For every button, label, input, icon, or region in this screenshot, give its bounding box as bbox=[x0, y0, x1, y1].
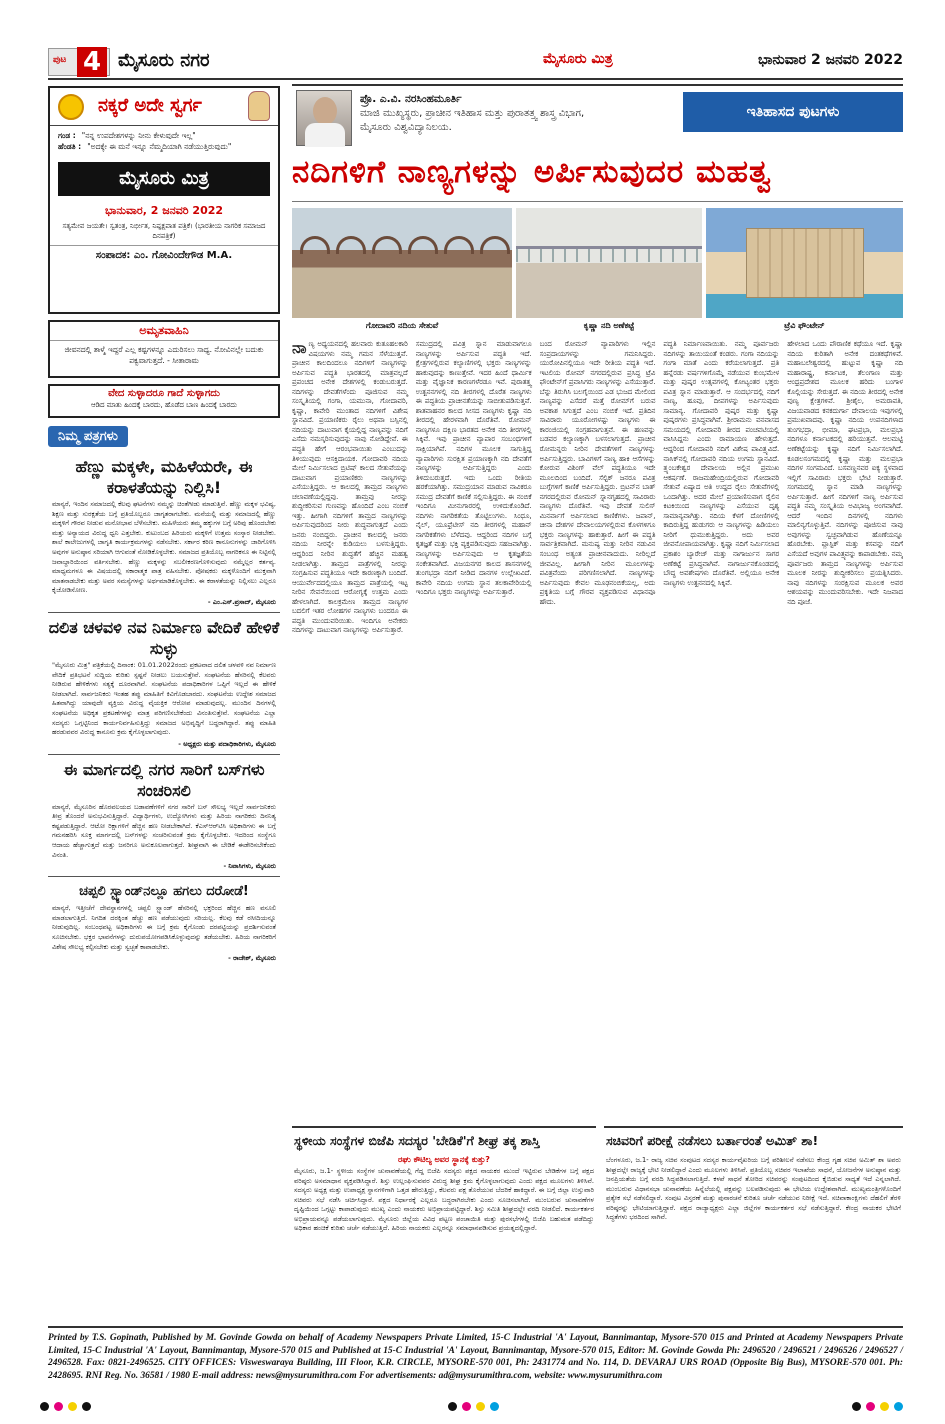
article-column bbox=[540, 340, 656, 1130]
column-text: ಸಮುದ್ರದಲ್ಲಿ ಪವಿತ್ರ ಸ್ನಾನ ಮಾಡುವಾಗಲೂ ನಾಣ್ಯಗಳನ್ನು ಅರ್ಪಿಸುವ ಪದ್ಧತಿ ಇದೆ. ಕ್ಷೇತ್ರಗಳಲ್ಲಿರುವ ಕಲ್ಯಾಣಿಗಳಲ್ಲಿ ಭಕ್ತರು ನಾಣ್ಯಗಳನ್ನು ಹಾಕುವುದನ್ನು ಕಾಣುತ್ತೇವೆ. ಇದರ ಹಿಂದೆ ಧಾರ್ಮಿಕ ಮತ್ತು ವೈಜ್ಞಾನಿಕ ಕಾರಣಗಳೆರಡೂ ಇವೆ. ಪುರಾತತ್ತ್ವ ಉತ್ಖನನಗಳಲ್ಲಿ ನದಿ ತೀರಗಳಲ್ಲಿ ದೊರೆತ ನಾಣ್ಯಗಳು ಈ ಪದ್ಧತಿಯ ಪ್ರಾಚೀನತೆಯನ್ನು ಸಾಬೀತುಪಡಿಸುತ್ತವೆ. ಶಾತವಾಹನರ ಕಾಲದ ಸೀಸದ ನಾಣ್ಯಗಳು ಕೃಷ್ಣಾ ನದಿ ತೀರದಲ್ಲಿ ಹೇರಳವಾಗಿ ದೊರೆತಿವೆ. ರೋಮನ್ ನಾಣ್ಯಗಳೂ ದಕ್ಷಿಣ ಭಾರತದ ಅನೇಕ ನದಿ ತೀರಗಳಲ್ಲಿ ಸಿಕ್ಕಿವೆ. ಇವು ಪ್ರಾಚೀನ ವ್ಯಾಪಾರ ಸಂಬಂಧಗಳಿಗೆ ಸಾಕ್ಷಿಯಾಗಿವೆ. ನದಿಗಳ ಮೂಲಕ ಸಾಗುತ್ತಿದ್ದ ವ್ಯಾಪಾರಿಗಳು ಸುರಕ್ಷಿತ ಪ್ರಯಾಣಕ್ಕಾಗಿ ನದಿ ದೇವತೆಗೆ ನಾಣ್ಯಗಳನ್ನು ಅರ್ಪಿಸುತ್ತಿದ್ದರು ಎಂದು ತಿಳಿದುಬರುತ್ತದೆ. ಇದು ಒಂದು ರೀತಿಯ ಹರಕೆಯಾಗಿತ್ತು. ಸಮುದ್ರಯಾನ ಮಾಡುವ ನಾವಿಕರೂ ಸಮುದ್ರ ದೇವತೆಗೆ ಕಾಣಿಕೆ ಸಲ್ಲಿಸುತ್ತಿದ್ದರು. ಈ ನಂಬಿಕೆ ಇಂದಿಗೂ ಮೀನುಗಾರರಲ್ಲಿ ಉಳಿದುಕೊಂಡಿದೆ. ನದಿಗಳು ನಾಗರಿಕತೆಯ ತೊಟ್ಟಿಲುಗಳು. ಸಿಂಧೂ, ನೈಲ್, ಯೂಫ್ರೆಟೀಸ್ ನದಿ ತೀರಗಳಲ್ಲಿ ಮಹಾನ್ ನಾಗರಿಕತೆಗಳು ಬೆಳೆದವು. ಆದ್ದರಿಂದ ನದಿಗಳ ಬಗ್ಗೆ ಕೃತಜ್ಞತೆ ಮತ್ತು ಭಕ್ತಿ ವ್ಯಕ್ತಪಡಿಸುವುದು ಸಹಜವಾಗಿತ್ತು. ನಾಣ್ಯಗಳನ್ನು ಅರ್ಪಿಸುವುದು ಆ ಕೃತಜ್ಞತೆಯ ಸಂಕೇತವಾಗಿದೆ. ವಿಜಯನಗರ ಕಾಲದ ಶಾಸನಗಳಲ್ಲಿ ತುಂಗಭದ್ರಾ ನದಿಗೆ ನೀಡಿದ ದಾನಗಳ ಉಲ್ಲೇಖವಿದೆ. ಕಾವೇರಿ ನದಿಯ ಉಗಮ ಸ್ಥಾನ ತಲಕಾವೇರಿಯಲ್ಲಿ ಇಂದಿಗೂ ಭಕ್ತರು ನಾಣ್ಯಗಳನ್ನು ಅರ್ಪಿಸುತ್ತಾರೆ. bbox=[415, 340, 532, 597]
registration-dot bbox=[54, 1402, 63, 1411]
photo-caption: ಗೋದಾವರಿ ನದಿಯ ಸೇತುವೆ bbox=[365, 321, 439, 330]
joke-line-1: "ನನ್ನ ಉಪದೇಶಗಳನ್ನು ನೀನು ಕೇಳುವುದೇ ಇಲ್ಲ" bbox=[81, 131, 196, 140]
registration-dot bbox=[880, 1402, 889, 1411]
registration-dot bbox=[852, 1402, 861, 1411]
letter-signature: - ಅಧ್ಯಕ್ಷರು ಮತ್ತು ಪದಾಧಿಕಾರಿಗಳು, ಮೈಸೂರು bbox=[178, 739, 276, 748]
page-number-badge bbox=[48, 48, 110, 76]
masthead-motto: ಸತ್ಯಮೇವ ಜಯತೇ। ಸ್ವತಂತ್ರ, ನಿರ್ಭೀತ, ನಿಷ್ಪಕ್ಷಪಾತ ಪತ್ರಿಕೆ। (ಭಾರತೀಯ ನಾಗರಿಕ ಸಮಾಜದ ದಿನಪತ್ರಿಕೆ) bbox=[62, 222, 266, 240]
letter-signature: - ರಾಜೇಶ್, ಮೈಸೂರು bbox=[228, 954, 276, 963]
photo-captions bbox=[292, 320, 903, 332]
letter-signature: - ಎಂ.ಎಸ್.ಪ್ರಸಾದ್, ಮೈಸೂರು bbox=[207, 597, 276, 606]
story-subhead: ರಘು ಕೌಟಿಲ್ಯ ಅವರ ಸ್ಥಾನಕ್ಕೆ ಕುತ್ತು? bbox=[398, 1155, 490, 1164]
article-headline: ನದಿಗಳಿಗೆ ನಾಣ್ಯಗಳನ್ನು ಅರ್ಪಿಸುವುದರ ಮಹತ್ವ bbox=[292, 144, 903, 202]
issue-date: ಭಾನುವಾರ 2 ಜನವರಿ 2022 bbox=[758, 52, 903, 68]
page-number: 4 bbox=[77, 47, 107, 77]
article-columns bbox=[292, 340, 903, 1130]
nakkare-title: ನಕ್ಕರೆ ಅದೇ ಸ್ವರ್ಗ bbox=[98, 95, 202, 116]
bridge-photo bbox=[292, 208, 512, 318]
author-byline bbox=[292, 84, 903, 144]
letter-body: ಮಾನ್ಯರೆ, ಇತ್ತೀಚೆಗೆ ದೇವಸ್ಥಾನಗಳಲ್ಲಿ ಚಪ್ಪಲಿ ಸ್ಟ್ಯಾಂಡ್ ಹೆಸರಿನಲ್ಲಿ ಭಕ್ತರಿಂದ ಹೆಚ್ಚಿನ ಹಣ ವಸೂಲಿ ಮಾಡಲಾಗುತ್ತಿದೆ. ನಿಗದಿತ ದರಕ್ಕಿಂತ ಹೆಚ್ಚು ಹಣ ಪಡೆಯುವುದು ಸರಿಯಲ್ಲ. ಕೆಲವು ಕಡೆ ರಸೀದಿಯನ್ನೂ ನೀಡುವುದಿಲ್ಲ. ಸಂಬಂಧಪಟ್ಟ ಅಧಿಕಾರಿಗಳು ಈ ಬಗ್ಗೆ ಕ್ರಮ ಕೈಗೊಂಡು ದರಪಟ್ಟಿಯನ್ನು ಪ್ರದರ್ಶಿಸುವಂತೆ ಸೂಚಿಸಬೇಕು. ಭಕ್ತರ ಭಾವನೆಗಳನ್ನು ದುರುಪಯೋಗಪಡಿಸಿಕೊಳ್ಳುವುದನ್ನು ತಡೆಯಬೇಕು. ಹಿರಿಯ ನಾಗರಿಕರಿಗೆ ವಿಶೇಷ ಸೌಲಭ್ಯ ಕಲ್ಪಿಸಬೇಕು ಮತ್ತು ಸ್ವಚ್ಛತೆ ಕಾಪಾಡಬೇಕು. bbox=[52, 904, 276, 951]
registration-dot bbox=[448, 1402, 457, 1411]
letter-body: ಮಾನ್ಯರೆ, ಮೈಸೂರಿನ ಹೊರವಲಯದ ಬಡಾವಣೆಗಳಿಗೆ ನಗರ ಸಾರಿಗೆ ಬಸ್ ಸೌಲಭ್ಯ ಇಲ್ಲದೆ ಸಾರ್ವಜನಿಕರು ತೀವ್ರ ತೊಂದರೆ ಅನುಭವಿಸುತ್ತಿದ್ದಾರೆ. ವಿದ್ಯಾರ್ಥಿಗಳು, ಉದ್ಯೋಗಿಗಳು ಮತ್ತು ಹಿರಿಯ ನಾಗರಿಕರು ದಿನನಿತ್ಯ ಕಷ್ಟಪಡುತ್ತಿದ್ದಾರೆ. ಆಟೋ ರಿಕ್ಷಾಗಳಿಗೆ ಹೆಚ್ಚಿನ ಹಣ ನೀಡಬೇಕಾಗಿದೆ. ಕೆಎಸ್ಆರ್‌ಟಿಸಿ ಅಧಿಕಾರಿಗಳು ಈ ಬಗ್ಗೆ ಗಮನಹರಿಸಿ ಸೂಕ್ತ ಮಾರ್ಗದಲ್ಲಿ ಬಸ್‌ಗಳನ್ನು ಸಂಚರಿಸುವಂತೆ ಕ್ರಮ ಕೈಗೊಳ್ಳಬೇಕು. ಇದರಿಂದ ಸಂಸ್ಥೆಗೂ ಆದಾಯ ಹೆಚ್ಚಾಗುತ್ತದೆ ಮತ್ತು ಜನರಿಗೂ ಅನುಕೂಲವಾಗುತ್ತದೆ. ಶೀಘ್ರವಾಗಿ ಈ ಬೇಡಿಕೆ ಈಡೇರಿಸಬೇಕೆಂದು ವಿನಂತಿ. bbox=[52, 802, 276, 859]
column-text: ಪದ್ಧತಿ ನಿರ್ಮಾಣವಾಯಿತು. ನಮ್ಮ ಪೂರ್ವಜರು ನದಿಗಳನ್ನು ತಾಯಿಯಂತೆ ಕಂಡರು. ಗಂಗಾ ನದಿಯನ್ನು ಗಂಗಾ ಮಾತೆ ಎಂದು ಕರೆಯಲಾಗುತ್ತದೆ. ಪ್ರತಿ ಹನ್ನೆರಡು ವರ್ಷಗಳಿಗೊಮ್ಮೆ ನಡೆಯುವ ಕುಂಭಮೇಳ ಮತ್ತು ಪುಷ್ಕರ ಉತ್ಸವಗಳಲ್ಲಿ ಕೋಟ್ಯಂತರ ಭಕ್ತರು ಪವಿತ್ರ ಸ್ನಾನ ಮಾಡುತ್ತಾರೆ. ಆ ಸಂದರ್ಭದಲ್ಲಿ ನದಿಗೆ ನಾಣ್ಯ, ಹೂವು, ದೀಪಗಳನ್ನು ಅರ್ಪಿಸುವುದು ಸಾಮಾನ್ಯ. ಗೋದಾವರಿ ಪುಷ್ಕರ ಮತ್ತು ಕೃಷ್ಣಾ ಪುಷ್ಕರಗಳು ಪ್ರಸಿದ್ಧವಾಗಿವೆ. ಶ್ರೀರಾಮನು ವನವಾಸದ ಸಮಯದಲ್ಲಿ ಗೋದಾವರಿ ತೀರದ ಪಂಚವಟಿಯಲ್ಲಿ ವಾಸಿಸಿದ್ದನು ಎಂದು ರಾಮಾಯಣ ಹೇಳುತ್ತದೆ. ಆದ್ದರಿಂದ ಗೋದಾವರಿ ನದಿಗೆ ವಿಶೇಷ ಪಾವಿತ್ರ್ಯವಿದೆ. ನಾಸಿಕ್‌ನಲ್ಲಿ ಗೋದಾವರಿ ನದಿಯ ಉಗಮ ಸ್ಥಾನವಿದೆ. ತ್ರ್ಯಂಬಕೇಶ್ವರ ದೇವಾಲಯ ಅಲ್ಲಿನ ಪ್ರಮುಖ ಆಕರ್ಷಣೆ. ರಾಜಮಹೇಂದ್ರಿಯಲ್ಲಿರುವ ಗೋದಾವರಿ ಸೇತುವೆ ಏಷ್ಯಾದ ಅತಿ ಉದ್ದದ ರೈಲು ಸೇತುವೆಗಳಲ್ಲಿ ಒಂದಾಗಿತ್ತು. ಅದರ ಮೇಲೆ ಪ್ರಯಾಣಿಸುವಾಗ ರೈಲಿನ ಕಿಟಕಿಯಿಂದ ನಾಣ್ಯಗಳನ್ನು ಎಸೆಯುವ ದೃಶ್ಯ ಸಾಮಾನ್ಯವಾಗಿತ್ತು. ನದಿಯ ಕೆಳಗೆ ದೋಣಿಗಳಲ್ಲಿ ಕಾದಿರುತ್ತಿದ್ದ ಹುಡುಗರು ಆ ನಾಣ್ಯಗಳನ್ನು ಹಿಡಿಯಲು ನೀರಿಗೆ ಧುಮುಕುತ್ತಿದ್ದರು. ಅದು ಅವರ ಜೀವನೋಪಾಯವಾಗಿತ್ತು. ಕೃಷ್ಣಾ ನದಿಗೆ ನಿರ್ಮಿಸಲಾದ ಪ್ರಕಾಶಂ ಬ್ಯಾರೇಜ್ ಮತ್ತು ನಾಗಾರ್ಜುನ ಸಾಗರ ಅಣೆಕಟ್ಟೆ ಪ್ರಸಿದ್ಧವಾಗಿವೆ. ನಾಗಾರ್ಜುನಕೊಂಡದಲ್ಲಿ ಬೌದ್ಧ ಅವಶೇಷಗಳು ದೊರೆತಿವೆ. ಅಲ್ಲಿಯೂ ಅನೇಕ ನಾಣ್ಯಗಳು ಉತ್ಖನನದಲ್ಲಿ ಸಿಕ್ಕಿವೆ. bbox=[663, 340, 780, 587]
joke-role-1: ಗಂಡ : bbox=[58, 131, 76, 140]
story-body: ಮೈಸೂರು, ಜ.1- ಸ್ಥಳೀಯ ಸಂಸ್ಥೆಗಳ ಚುನಾವಣೆಯಲ್ಲಿ ಗೆದ್ದ ಬಿಜೆಪಿ ಸದಸ್ಯರು ಪಕ್ಷದ ನಾಯಕರ ಮುಂದೆ ಇಟ್ಟಿರುವ ಬೇಡಿಕೆಗಳ ಬಗ್ಗೆ ಪಕ್ಷದ ವರಿಷ್ಠರು ಅಸಮಾಧಾನ ವ್ಯಕ್ತಪಡಿಸಿದ್ದಾರೆ. ಶಿಸ್ತು ಉಲ್ಲಂಘಿಸುವವರ ವಿರುದ್ಧ ಶೀಘ್ರ ಕ್ರಮ ಕೈಗೊಳ್ಳಲಾಗುವುದು ಎಂದು ಪಕ್ಷದ ಮೂಲಗಳು ತಿಳಿಸಿವೆ. ಸದಸ್ಯರು ಅಧ್ಯಕ್ಷ ಮತ್ತು ಉಪಾಧ್ಯಕ್ಷ ಸ್ಥಾನಗಳಿಗಾಗಿ ಒತ್ತಡ ಹೇರುತ್ತಿದ್ದು, ಕೆಲವರು ಪಕ್ಷ ತೊರೆಯುವ ಬೆದರಿಕೆ ಹಾಕಿದ್ದಾರೆ. ಈ ಬಗ್ಗೆ ಜಿಲ್ಲಾ ಉಸ್ತುವಾರಿ ಸಚಿವರು ಸಭೆ ನಡೆಸಿ ಚರ್ಚಿಸಿದ್ದಾರೆ. ಪಕ್ಷದ ನಿರ್ಧಾರಕ್ಕೆ ಎಲ್ಲರೂ ಬದ್ಧರಾಗಿರಬೇಕು ಎಂದು ಸೂಚಿಸಲಾಗಿದೆ. ಮುಂಬರುವ ಚುನಾವಣೆಗಳ ದೃಷ್ಟಿಯಿಂದ ಒಗ್ಗಟ್ಟು ಕಾಪಾಡುವುದು ಮುಖ್ಯ ಎಂದು ನಾಯಕರು ಅಭಿಪ್ರಾಯಪಟ್ಟಿದ್ದಾರೆ. ಶಿಸ್ತು ಸಮಿತಿ ಶೀಘ್ರದಲ್ಲೇ ವರದಿ ನೀಡಲಿದೆ. ಕಾರ್ಯಕರ್ತರ ಅಭಿಪ್ರಾಯವನ್ನೂ ಪಡೆಯಲಾಗುವುದು. ಮೈಸೂರು ಜಿಲ್ಲೆಯ ವಿವಿಧ ಪಟ್ಟಣ ಪಂಚಾಯಿತಿ ಮತ್ತು ಪುರಸಭೆಗಳಲ್ಲಿ ಬಿಜೆಪಿ ಬಹುಮತ ಪಡೆದಿದ್ದು ಅಧಿಕಾರ ಹಂಚಿಕೆ ಕುರಿತು ಚರ್ಚೆ ನಡೆಯುತ್ತಿದೆ. ಹಿರಿಯ ನಾಯಕರು ಎಲ್ಲರನ್ನೂ ಸಮಾಧಾನಪಡಿಸುವ ಪ್ರಯತ್ನದಲ್ಲಿದ್ದಾರೆ. bbox=[294, 1167, 594, 1232]
story-amit-shah bbox=[604, 1126, 903, 1294]
story-bjp bbox=[292, 1126, 596, 1294]
author-name: ಪ್ರೊ. ಎ.ವಿ. ನರಸಿಂಹಮೂರ್ತಿ bbox=[360, 93, 462, 105]
article-column bbox=[787, 340, 903, 1130]
proverb-title: ವೇದ ಸುಳ್ಳಾದರೂ ಗಾದೆ ಸುಳ್ಳಾಗದು bbox=[108, 388, 220, 399]
paper-name: ಮೈಸೂರು ಮಿತ್ರ bbox=[543, 51, 613, 67]
drop-cap: ನಾ bbox=[292, 340, 307, 357]
photo-strip bbox=[292, 208, 903, 318]
registration-dot bbox=[894, 1402, 903, 1411]
letter-body: "ಮೈಸೂರು ಮಿತ್ರ" ಪತ್ರಿಕೆಯಲ್ಲಿ ದಿನಾಂಕ: 01.01.2022ರಂದು ಪ್ರಕಟವಾದ ದಲಿತ ಚಳವಳಿ ನವ ನಿರ್ಮಾಣ ವೇದಿಕೆ ಪ್ರತಿಭಟನೆ ಸುದ್ದಿಯ ಕುರಿತು ಸ್ಪಷ್ಟನೆ ನೀಡಲು ಬಯಸುತ್ತೇವೆ. ಸಂಘಟನೆಯ ಹೆಸರಿನಲ್ಲಿ ಕೆಲವರು ನೀಡಿರುವ ಹೇಳಿಕೆಗಳು ಸತ್ಯಕ್ಕೆ ದೂರವಾಗಿವೆ. ಸಂಘಟನೆಯ ಪದಾಧಿಕಾರಿಗಳ ಒಪ್ಪಿಗೆ ಇಲ್ಲದೆ ಈ ಹೇಳಿಕೆ ನೀಡಲಾಗಿದೆ. ಸಾರ್ವಜನಿಕರು ಇಂತಹ ತಪ್ಪು ಮಾಹಿತಿಗೆ ಕಿವಿಗೊಡಬಾರದು. ಸಂಘಟನೆಯ ಉದ್ದೇಶ ಸಮಾಜದ ಹಿತವಾಗಿದ್ದು ಯಾವುದೇ ವ್ಯಕ್ತಿಯ ವಿರುದ್ಧ ವೈಯಕ್ತಿಕ ಆರೋಪ ಮಾಡುವುದಲ್ಲ. ಮುಂದಿನ ದಿನಗಳಲ್ಲಿ ಸಂಘಟನೆಯ ಅಧಿಕೃತ ಪ್ರಕಟಣೆಗಳನ್ನು ಮಾತ್ರ ಪರಿಗಣಿಸಬೇಕೆಂದು ವಿನಂತಿಸುತ್ತೇವೆ. ಸಂಘಟನೆಯ ಎಲ್ಲಾ ಸದಸ್ಯರು ಒಗ್ಗಟ್ಟಿನಿಂದ ಕಾರ್ಯನಿರ್ವಹಿಸುತ್ತಿದ್ದು ಸಮಾಜದ ಅಭಿವೃದ್ಧಿಗೆ ಬದ್ಧರಾಗಿದ್ದಾರೆ. ತಪ್ಪು ಮಾಹಿತಿ ಹರಡುವವರ ವಿರುದ್ಧ ಕಾನೂನು ಕ್ರಮ ಕೈಗೊಳ್ಳಲಾಗುವುದು. bbox=[52, 660, 276, 737]
fountain-photo bbox=[706, 208, 903, 318]
registration-dot bbox=[82, 1402, 91, 1411]
cartoon-character-icon bbox=[248, 91, 270, 121]
letter-headline: ಹೆಣ್ಣು ಮಕ್ಕಳೇ, ಮಹಿಳೆಯರೇ, ಈ ಕರಾಳತೆಯನ್ನು ನಿಲ್ಲಿಸಿ! bbox=[75, 457, 253, 497]
letters-banner bbox=[48, 426, 280, 452]
photo-caption: ಟ್ರೆವಿ ಫೌಂಟೇನ್ bbox=[784, 321, 825, 330]
author-affiliation: ಮೈಸೂರು ವಿಶ್ವವಿದ್ಯಾನಿಲಯ. bbox=[360, 122, 452, 133]
section-tag: ಇತಿಹಾಸದ ಪುಟಗಳು bbox=[683, 92, 903, 132]
printer-imprint: Printed by T.S. Gopinath, Published by M. Govinde Gowda on behalf of Academy Newspapers Private Limited, 15-C Industrial 'A' Layout, Bannimantap, Mysore-570 015 and Printed at Academy Newspapers Private Limited, 15-C Industrial 'A' Layout, Bannimantap, Mysore-570 015 and Published at 15-C Industrial 'A' Layout, Bannimantap, Mysore-570 015, Editor: M. Govinde Gowda Ph: 2496520 / 2496521 / 2496526 / 2496527 / 2496528. Fax: 0821-2496525. CITY OFFICES: Visweswaraya Building, III Floor, K.R. CIRCLE, MYSORE-570 001, Ph: 2431774 and No. 114, D. DEVARAJ URS ROAD (Opposite Big Bus), MYSORE-570 001. Ph: 2428695. RNI Reg. No. 36581 / 1980 E-mail address: news@mysurumithra.com For advertisements: ad@mysurumithra.com, website: www.mysurumithra.com bbox=[48, 1326, 903, 1382]
column-text: ಣ್ಯ ಅಧ್ಯಯನದಲ್ಲಿ ಹಲವಾರು ಕುತೂಹಲಕಾರಿ ವಿಷಯಗಳು ನಮ್ಮ ಗಮನ ಸೆಳೆಯುತ್ತವೆ. ಪ್ರಾಚೀನ ಕಾಲದಿಂದಲೂ ನದಿಗಳಿಗೆ ನಾಣ್ಯಗಳನ್ನು ಅರ್ಪಿಸುವ ಪದ್ಧತಿ ಭಾರತದಲ್ಲಿ ಮಾತ್ರವಲ್ಲದೆ ಪ್ರಪಂಚದ ಅನೇಕ ದೇಶಗಳಲ್ಲಿ ಕಂಡುಬರುತ್ತದೆ. ನದಿಗಳನ್ನು ದೇವತೆಗಳೆಂದು ಪೂಜಿಸುವ ನಮ್ಮ ಸಂಸ್ಕೃತಿಯಲ್ಲಿ ಗಂಗಾ, ಯಮುನಾ, ಗೋದಾವರಿ, ಕೃಷ್ಣಾ, ಕಾವೇರಿ ಮುಂತಾದ ನದಿಗಳಿಗೆ ವಿಶೇಷ ಸ್ಥಾನವಿದೆ. ಪ್ರಯಾಣಿಕರು ರೈಲು ಅಥವಾ ಬಸ್ಸಿನಲ್ಲಿ ನದಿಯನ್ನು ದಾಟುವಾಗ ಕೈಯಲ್ಲಿದ್ದ ನಾಣ್ಯವನ್ನು ನದಿಗೆ ಎಸೆದು ನಮಸ್ಕರಿಸುವುದನ್ನು ನಾವು ನೋಡಿದ್ದೇವೆ. ಈ ಪದ್ಧತಿ ಹೇಗೆ ಆರಂಭವಾಯಿತು ಎಂಬುದನ್ನು ತಿಳಿಯುವುದು ಆಸಕ್ತಿದಾಯಕ. ಗೋದಾವರಿ ನದಿಯ ಮೇಲೆ ನಿರ್ಮಿಸಲಾದ ಬ್ರಿಟಿಷ್ ಕಾಲದ ಸೇತುವೆಯನ್ನು ದಾಟುವಾಗ ಪ್ರಯಾಣಿಕರು ನಾಣ್ಯಗಳನ್ನು ಎಸೆಯುತ್ತಿದ್ದರು. ಆ ಕಾಲದಲ್ಲಿ ತಾಮ್ರದ ನಾಣ್ಯಗಳು ಚಲಾವಣೆಯಲ್ಲಿದ್ದವು. ತಾಮ್ರವು ನೀರನ್ನು ಶುದ್ಧೀಕರಿಸುವ ಗುಣವನ್ನು ಹೊಂದಿದೆ ಎಂಬ ನಂಬಿಕೆ ಇತ್ತು. ಹೀಗಾಗಿ ನದಿಗಳಿಗೆ ತಾಮ್ರದ ನಾಣ್ಯಗಳನ್ನು ಅರ್ಪಿಸುವುದರಿಂದ ನೀರು ಶುದ್ಧವಾಗುತ್ತದೆ ಎಂದು ಜನರು ನಂಬಿದ್ದರು. ಪ್ರಾಚೀನ ಕಾಲದಲ್ಲಿ ಜನರು ನದಿಯ ನೀರನ್ನೇ ಕುಡಿಯಲು ಬಳಸುತ್ತಿದ್ದರು. ಆದ್ದರಿಂದ ನೀರಿನ ಶುದ್ಧತೆಗೆ ಹೆಚ್ಚಿನ ಮಹತ್ವ ನೀಡಲಾಗಿತ್ತು. ತಾಮ್ರದ ಪಾತ್ರೆಗಳಲ್ಲಿ ನೀರನ್ನು ಸಂಗ್ರಹಿಸುವ ಪದ್ಧತಿಯೂ ಇದೇ ಕಾರಣಕ್ಕಾಗಿ ಬಂದಿದೆ. ಆಯುರ್ವೇದದಲ್ಲಿಯೂ ತಾಮ್ರದ ಪಾತ್ರೆಯಲ್ಲಿ ಇಟ್ಟ ನೀರಿನ ಸೇವನೆಯಿಂದ ಆರೋಗ್ಯಕ್ಕೆ ಉತ್ತಮ ಎಂದು ಹೇಳಲಾಗಿದೆ. ಕಾಲಕ್ರಮೇಣ ತಾಮ್ರದ ನಾಣ್ಯಗಳ ಬದಲಿಗೆ ಇತರ ಲೋಹಗಳ ನಾಣ್ಯಗಳು ಬಂದರೂ ಈ ಪದ್ಧತಿ ಮುಂದುವರಿಯಿತು. ಇಂದಿಗೂ ಅನೇಕರು ನದಿಗಳನ್ನು ದಾಟುವಾಗ ನಾಣ್ಯಗಳನ್ನು ಅರ್ಪಿಸುತ್ತಾರೆ. bbox=[292, 340, 408, 635]
story-body: ಬೆಂಗಳೂರು, ಜ.1- ರಾಜ್ಯ ಸಚಿವ ಸಂಪುಟದ ಸದಸ್ಯರ ಕಾರ್ಯವೈಖರಿಯ ಬಗ್ಗೆ ಪರಿಶೀಲನೆ ನಡೆಸಲು ಕೇಂದ್ರ ಗೃಹ ಸಚಿವ ಅಮಿತ್ ಶಾ ಅವರು ಶೀಘ್ರದಲ್ಲೇ ರಾಜ್ಯಕ್ಕೆ ಭೇಟಿ ನೀಡಲಿದ್ದಾರೆ ಎಂದು ಮೂಲಗಳು ತಿಳಿಸಿವೆ. ಪ್ರತಿಯೊಬ್ಬ ಸಚಿವರ ಇಲಾಖೆಯ ಸಾಧನೆ, ಯೋಜನೆಗಳ ಅನುಷ್ಠಾನ ಮತ್ತು ಜನಪ್ರಿಯತೆಯ ಬಗ್ಗೆ ವರದಿ ಸಿದ್ಧಪಡಿಸಲಾಗುತ್ತಿದೆ. ಕಳಪೆ ಸಾಧನೆ ತೋರಿದ ಸಚಿವರನ್ನು ಸಂಪುಟದಿಂದ ಕೈಬಿಡುವ ಸಾಧ್ಯತೆ ಇದೆ ಎನ್ನಲಾಗಿದೆ. ಮುಂಬರುವ ವಿಧಾನಸಭಾ ಚುನಾವಣೆಯ ಹಿನ್ನೆಲೆಯಲ್ಲಿ ಪಕ್ಷವನ್ನು ಬಲಪಡಿಸುವುದು ಈ ಭೇಟಿಯ ಉದ್ದೇಶವಾಗಿದೆ. ಮುಖ್ಯಮಂತ್ರಿಗಳೊಂದಿಗೆ ಪ್ರತ್ಯೇಕ ಸಭೆ ನಡೆಸಲಿದ್ದಾರೆ. ಸಂಪುಟ ವಿಸ್ತರಣೆ ಮತ್ತು ಪುನಾರಚನೆ ಕುರಿತೂ ಚರ್ಚೆ ನಡೆಯುವ ನಿರೀಕ್ಷೆ ಇದೆ. ಸಚಿವಾಕಾಂಕ್ಷಿಗಳು ದೆಹಲಿಗೆ ತೆರಳಿ ವರಿಷ್ಠರನ್ನು ಭೇಟಿಯಾಗುತ್ತಿದ್ದಾರೆ. ಪಕ್ಷದ ರಾಜ್ಯಾಧ್ಯಕ್ಷರು ಎಲ್ಲಾ ಜಿಲ್ಲೆಗಳ ಕಾರ್ಯಕರ್ತರ ಸಭೆ ನಡೆಸುತ್ತಿದ್ದಾರೆ. ಕೇಂದ್ರ ನಾಯಕರ ಭೇಟಿಗೆ ಸಿದ್ಧತೆಗಳು ಭರದಿಂದ ಸಾಗಿವೆ. bbox=[606, 1156, 901, 1221]
divider bbox=[48, 876, 280, 877]
registration-dot bbox=[866, 1402, 875, 1411]
story-headline: ಸಚಿವರಿಗೆ ಪರೀಕ್ಷೆ ನಡೆಸಲು ಬರ್ತಾರಂತೆ ಅಮಿತ್ ಶಾ! bbox=[606, 1133, 819, 1148]
joke-text bbox=[50, 126, 278, 156]
section-name: ಮೈಸೂರು ನಗರ bbox=[118, 50, 210, 71]
author-info bbox=[360, 92, 584, 135]
amruta-box bbox=[48, 320, 280, 378]
left-column bbox=[48, 86, 280, 965]
letter-headline: ದಲಿತ ಚಳವಳಿ ನವ ನಿರ್ಮಾಣ ವೇದಿಕೆ ಹೇಳಿಕೆ ಸುಳ್ಳು bbox=[48, 617, 280, 658]
nakkare-title-bar bbox=[50, 88, 278, 126]
registration-dot bbox=[476, 1402, 485, 1411]
article-column bbox=[416, 340, 532, 1130]
joke-role-2: ಹೆಂಡತಿ : bbox=[58, 142, 82, 151]
page-label: ಪುಟ bbox=[53, 55, 67, 65]
registration-marks bbox=[0, 1402, 945, 1414]
column-text: ಹೇಳಲಾದ ಒಂದು ಪೌರಾಣಿಕ ಕಥೆಯೂ ಇದೆ. ಕೃಷ್ಣಾ ನದಿಯ ಕುರಿತಾಗಿ ಅನೇಕ ದಂತಕಥೆಗಳಿವೆ. ಮಹಾಬಲೇಶ್ವರದಲ್ಲಿ ಹುಟ್ಟುವ ಕೃಷ್ಣಾ ನದಿ ಮಹಾರಾಷ್ಟ್ರ, ಕರ್ನಾಟಕ, ತೆಲಂಗಾಣ ಮತ್ತು ಆಂಧ್ರಪ್ರದೇಶದ ಮೂಲಕ ಹರಿದು ಬಂಗಾಳ ಕೊಲ್ಲಿಯನ್ನು ಸೇರುತ್ತದೆ. ಈ ನದಿಯ ತೀರದಲ್ಲಿ ಅನೇಕ ಪುಣ್ಯ ಕ್ಷೇತ್ರಗಳಿವೆ. ಶ್ರೀಶೈಲ, ಅಮರಾವತಿ, ವಿಜಯವಾಡದ ಕನಕದುರ್ಗಾ ದೇವಾಲಯ ಇವುಗಳಲ್ಲಿ ಪ್ರಮುಖವಾದವು. ಕೃಷ್ಣಾ ನದಿಯ ಉಪನದಿಗಳಾದ ತುಂಗಭದ್ರಾ, ಭೀಮಾ, ಘಟಪ್ರಭಾ, ಮಲಪ್ರಭಾ ನದಿಗಳೂ ಕರ್ನಾಟಕದಲ್ಲಿ ಹರಿಯುತ್ತವೆ. ಆಲಮಟ್ಟಿ ಅಣೆಕಟ್ಟೆಯನ್ನು ಕೃಷ್ಣಾ ನದಿಗೆ ನಿರ್ಮಿಸಲಾಗಿದೆ. ಕೂಡಲಸಂಗಮದಲ್ಲಿ ಕೃಷ್ಣಾ ಮತ್ತು ಮಲಪ್ರಭಾ ನದಿಗಳ ಸಂಗಮವಿದೆ. ಬಸವಣ್ಣನವರ ಐಕ್ಯ ಸ್ಥಳವಾದ ಇಲ್ಲಿಗೆ ಸಾವಿರಾರು ಭಕ್ತರು ಭೇಟಿ ನೀಡುತ್ತಾರೆ. ಸಂಗಮದಲ್ಲಿ ಸ್ನಾನ ಮಾಡಿ ನಾಣ್ಯಗಳನ್ನು ಅರ್ಪಿಸುತ್ತಾರೆ. ಹೀಗೆ ನದಿಗಳಿಗೆ ನಾಣ್ಯ ಅರ್ಪಿಸುವ ಪದ್ಧತಿ ನಮ್ಮ ಸಂಸ್ಕೃತಿಯ ಅವಿಭಾಜ್ಯ ಅಂಗವಾಗಿದೆ. ಆದರೆ ಇಂದಿನ ದಿನಗಳಲ್ಲಿ ನದಿಗಳು ಮಾಲಿನ್ಯಗೊಳ್ಳುತ್ತಿವೆ. ನದಿಗಳನ್ನು ಪೂಜಿಸುವ ನಾವು ಅವುಗಳನ್ನು ಸ್ವಚ್ಛವಾಗಿಡುವ ಹೊಣೆಯನ್ನೂ ಹೊರಬೇಕು. ಪ್ಲಾಸ್ಟಿಕ್ ಮತ್ತು ಕಸವನ್ನು ನದಿಗೆ ಎಸೆಯದೆ ಅವುಗಳ ಪಾವಿತ್ರ್ಯವನ್ನು ಕಾಪಾಡಬೇಕು. ನಮ್ಮ ಪೂರ್ವಜರು ತಾಮ್ರದ ನಾಣ್ಯಗಳನ್ನು ಅರ್ಪಿಸುವ ಮೂಲಕ ನೀರನ್ನು ಶುದ್ಧೀಕರಿಸಲು ಪ್ರಯತ್ನಿಸಿದರು. ನಾವು ನದಿಗಳನ್ನು ಸಂರಕ್ಷಿಸುವ ಮೂಲಕ ಅವರ ಆಶಯವನ್ನು ಮುಂದುವರಿಸಬೇಕು. ಇದೇ ನಿಜವಾದ ನದಿ ಪೂಜೆ. bbox=[787, 340, 903, 606]
page-header bbox=[48, 44, 903, 78]
amruta-title: ಅಮೃತವಾಹಿನಿ bbox=[50, 322, 278, 341]
story-headline: ಸ್ಥಳೀಯ ಸಂಸ್ಥೆಗಳ ಬಿಜೆಪಿ ಸದಸ್ಯರ 'ಬೇಡಿಕೆ'ಗೆ ಶೀಘ್ರ ತಕ್ಕ ಶಾಸ್ತಿ bbox=[294, 1133, 540, 1148]
header-rule bbox=[48, 78, 903, 80]
registration-dot bbox=[68, 1402, 77, 1411]
dam-photo bbox=[516, 208, 702, 318]
masthead-logo: ಮೈಸೂರು ಮಿತ್ರ bbox=[58, 162, 270, 196]
registration-dot bbox=[40, 1402, 49, 1411]
letter-signature: - ನಿವಾಸಿಗಳು, ಮೈಸೂರು bbox=[223, 862, 276, 871]
nakkare-box bbox=[48, 86, 280, 314]
main-article bbox=[292, 84, 903, 1130]
divider bbox=[48, 612, 280, 613]
letters-tag: ನಿಮ್ಮ ಪತ್ರಗಳು bbox=[48, 426, 128, 447]
letter-headline: ಚಪ್ಪಲಿ ಸ್ಟ್ಯಾಂಡ್‌ನಲ್ಲೂ ಹಗಲು ದರೋಡೆ! bbox=[79, 884, 249, 900]
letter-headline: ಈ ಮಾರ್ಗದಲ್ಲಿ ನಗರ ಸಾರಿಗೆ ಬಸ್‌ಗಳು ಸಂಚರಿಸಲಿ bbox=[63, 759, 265, 800]
joke-line-2: "ಅದಕ್ಕೇ ಈ ಮನೆ ಇನ್ನೂ ನೆಮ್ಮದಿಯಾಗಿ ನಡೆಯುತ್ತಿರುವುದು" bbox=[87, 142, 232, 151]
author-photo bbox=[296, 90, 352, 146]
divider bbox=[48, 754, 280, 755]
article-column bbox=[663, 340, 779, 1130]
photo-caption: ಕೃಷ್ಣಾ ನದಿ ಅಣೆಕಟ್ಟೆ bbox=[583, 321, 635, 330]
proverb-box bbox=[48, 384, 280, 418]
author-title: ಮಾಜಿ ಮುಖ್ಯಸ್ಥರು, ಪ್ರಾಚೀನ ಇತಿಹಾಸ ಮತ್ತು ಪುರಾತತ್ತ್ವ ಶಾಸ್ತ್ರ ವಿಭಾಗ, bbox=[360, 108, 585, 119]
registration-dot bbox=[462, 1402, 471, 1411]
article-column bbox=[292, 340, 408, 1130]
letter-body: ಮಾನ್ಯರೆ, ಇಂದಿನ ಸಮಾಜದಲ್ಲಿ ಕೆಲವು ಘಟನೆಗಳು ನಮ್ಮನ್ನು ಚಿಂತೆಗೀಡು ಮಾಡುತ್ತಿವೆ. ಹೆಣ್ಣು ಮಕ್ಕಳ ಭವಿಷ್ಯ, ಶಿಕ್ಷಣ ಮತ್ತು ಸುರಕ್ಷತೆಯ ಬಗ್ಗೆ ಪ್ರತಿಯೊಬ್ಬರೂ ಜಾಗೃತರಾಗಬೇಕು. ಮನೆಯಲ್ಲಿ ಮತ್ತು ಸಮಾಜದಲ್ಲಿ ಹೆಣ್ಣು ಮಕ್ಕಳಿಗೆ ಗೌರವ ನೀಡುವ ಮನೋಭಾವ ಬೆಳೆಸಬೇಕು. ಮಹಿಳೆಯರು ತಮ್ಮ ಹಕ್ಕುಗಳ ಬಗ್ಗೆ ಅರಿವು ಹೊಂದಬೇಕು ಮತ್ತು ಅನ್ಯಾಯದ ವಿರುದ್ಧ ಧ್ವನಿ ಎತ್ತಬೇಕು. ಕುಟುಂಬದ ಹಿರಿಯರು ಮಕ್ಕಳಿಗೆ ಉತ್ತಮ ಸಂಸ್ಕಾರ ನೀಡಬೇಕು. ಶಾಲೆ ಕಾಲೇಜುಗಳಲ್ಲಿ ಜಾಗೃತಿ ಕಾರ್ಯಕ್ರಮಗಳನ್ನು ನಡೆಸಬೇಕು. ಸರ್ಕಾರ ಕಠಿಣ ಕಾನೂನುಗಳನ್ನು ಜಾರಿಗೊಳಿಸಿ ಅವುಗಳ ಅನುಷ್ಠಾನ ಸರಿಯಾಗಿ ಆಗುವಂತೆ ನೋಡಿಕೊಳ್ಳಬೇಕು. ಸಮಾಜದ ಪ್ರತಿಯೊಬ್ಬ ನಾಗರಿಕನೂ ಈ ನಿಟ್ಟಿನಲ್ಲಿ ಜವಾಬ್ದಾರಿಯಿಂದ ವರ್ತಿಸಬೇಕು. ಹೆಣ್ಣು ಮಕ್ಕಳನ್ನು ಸಬಲೀಕರಣಗೊಳಿಸುವುದು ನಮ್ಮೆಲ್ಲರ ಕರ್ತವ್ಯ. ಮಾಧ್ಯಮಗಳೂ ಈ ವಿಷಯದಲ್ಲಿ ಸಕಾರಾತ್ಮಕ ಪಾತ್ರ ವಹಿಸಬೇಕು. ಪೋಷಕರು ಮಕ್ಕಳೊಂದಿಗೆ ಮುಕ್ತವಾಗಿ ಮಾತನಾಡಬೇಕು ಮತ್ತು ಅವರ ಸಮಸ್ಯೆಗಳನ್ನು ಅರ್ಥಮಾಡಿಕೊಳ್ಳಬೇಕು. ಈ ಕರಾಳತೆಯನ್ನು ನಿಲ್ಲಿಸಲು ಎಲ್ಲರೂ ಕೈಜೋಡಿಸೋಣ. bbox=[52, 500, 276, 595]
amruta-text: ಜೀವನದಲ್ಲಿ ತಾಳ್ಮೆ ಇದ್ದರೆ ಎಲ್ಲ ಕಷ್ಟಗಳನ್ನೂ ಎದುರಿಸಲು ಸಾಧ್ಯ. ನೋವಿನಲ್ಲೇ ಬದುಕು ಪಕ್ವವಾಗುತ್ತದೆ. - ಸೀತಾರಾಮ bbox=[64, 345, 264, 365]
editor-line: ಸಂಪಾದಕ: ಎಂ. ಗೋವಿಂದೇಗೌಡ M.A. bbox=[50, 245, 278, 261]
registration-dot bbox=[490, 1402, 499, 1411]
laughing-face-icon bbox=[58, 94, 84, 120]
proverb-text: ಆಡಿದ ಮಾತು ಹಿಂದಕ್ಕೆ ಬಾರದು, ಹೊಡೆದ ಬಾಣ ಹಿಂದಕ್ಕೆ ಬಾರದು bbox=[91, 401, 237, 409]
masthead-date: ಭಾನುವಾರ, 2 ಜನವರಿ 2022 bbox=[104, 204, 224, 217]
column-text: ಬಂದ ರೋಮನ್ ವ್ಯಾಪಾರಿಗಳು ಇಲ್ಲಿನ ಸಂಪ್ರದಾಯಗಳನ್ನು ಗಮನಿಸಿದ್ದರು. ಯುರೋಪಿನಲ್ಲಿಯೂ ಇದೇ ರೀತಿಯ ಪದ್ಧತಿ ಇದೆ. ಇಟಲಿಯ ರೋಮ್ ನಗರದಲ್ಲಿರುವ ಪ್ರಸಿದ್ಧ ಟ್ರೆವಿ ಫೌಂಟೇನ್‌ಗೆ ಪ್ರವಾಸಿಗರು ನಾಣ್ಯಗಳನ್ನು ಎಸೆಯುತ್ತಾರೆ. ಬೆನ್ನು ತಿರುಗಿಸಿ ಬಲಗೈಯಿಂದ ಎಡ ಭುಜದ ಮೇಲಿಂದ ನಾಣ್ಯವನ್ನು ಎಸೆದರೆ ಮತ್ತೆ ರೋಮ್‌ಗೆ ಬರುವ ಅವಕಾಶ ಸಿಗುತ್ತದೆ ಎಂಬ ನಂಬಿಕೆ ಇದೆ. ಪ್ರತಿದಿನ ಸಾವಿರಾರು ಯೂರೋಗಳಷ್ಟು ನಾಣ್ಯಗಳು ಈ ಕಾರಂಜಿಯಲ್ಲಿ ಸಂಗ್ರಹವಾಗುತ್ತವೆ. ಈ ಹಣವನ್ನು ಬಡವರ ಕಲ್ಯಾಣಕ್ಕಾಗಿ ಬಳಸಲಾಗುತ್ತದೆ. ಪ್ರಾಚೀನ ರೋಮನ್ನರು ನೀರಿನ ದೇವತೆಗಳಿಗೆ ನಾಣ್ಯಗಳನ್ನು ಅರ್ಪಿಸುತ್ತಿದ್ದರು. ಬಾವಿಗಳಿಗೆ ನಾಣ್ಯ ಹಾಕಿ ಆಸೆಗಳನ್ನು ಕೋರುವ ವಿಶಿಂಗ್ ವೆಲ್ ಪದ್ಧತಿಯೂ ಇದೇ ಮೂಲದಿಂದ ಬಂದಿದೆ. ಸೆಲ್ಟಿಕ್ ಜನರೂ ಪವಿತ್ರ ಬುಗ್ಗೆಗಳಿಗೆ ಕಾಣಿಕೆ ಅರ್ಪಿಸುತ್ತಿದ್ದರು. ಬ್ರಿಟನ್‌ನ ಬಾತ್ ನಗರದಲ್ಲಿರುವ ರೋಮನ್ ಸ್ನಾನಗೃಹದಲ್ಲಿ ಸಾವಿರಾರು ನಾಣ್ಯಗಳು ದೊರೆತಿವೆ. ಇವು ದೇವತೆ ಸುಲಿಸ್ ಮಿನರ್ವಾಗೆ ಅರ್ಪಿಸಲಾದ ಕಾಣಿಕೆಗಳು. ಜಪಾನ್, ಚೀನಾ ದೇಶಗಳ ದೇವಾಲಯಗಳಲ್ಲಿರುವ ಕೊಳಗಳಿಗೂ ಭಕ್ತರು ನಾಣ್ಯಗಳನ್ನು ಹಾಕುತ್ತಾರೆ. ಹೀಗೆ ಈ ಪದ್ಧತಿ ಸಾರ್ವತ್ರಿಕವಾಗಿದೆ. ಮನುಷ್ಯ ಮತ್ತು ನೀರಿನ ನಡುವಿನ ಸಂಬಂಧ ಅತ್ಯಂತ ಪ್ರಾಚೀನವಾದುದು. ನೀರಿಲ್ಲದೆ ಜೀವವಿಲ್ಲ. ಹೀಗಾಗಿ ನೀರಿನ ಮೂಲಗಳನ್ನು ಪವಿತ್ರವೆಂದು ಪರಿಗಣಿಸಲಾಗಿದೆ. ನಾಣ್ಯಗಳನ್ನು ಅರ್ಪಿಸುವುದು ಕೇವಲ ಮೂಢನಂಬಿಕೆಯಲ್ಲ, ಅದು ಪ್ರಕೃತಿಯ ಬಗ್ಗೆ ಗೌರವ ವ್ಯಕ್ತಪಡಿಸುವ ವಿಧಾನವೂ ಹೌದು. bbox=[539, 340, 656, 606]
